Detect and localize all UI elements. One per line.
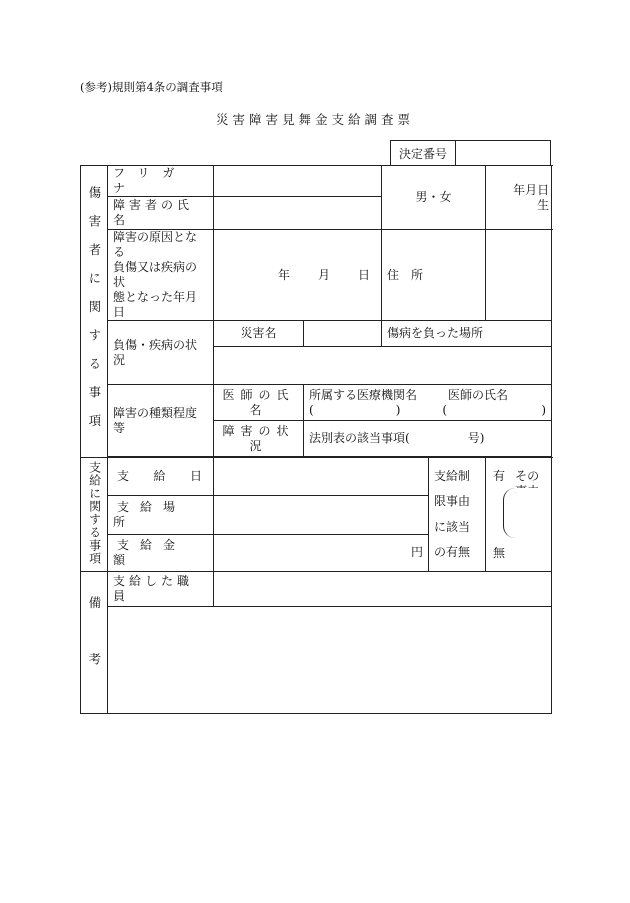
restriction-no-label: 無 bbox=[493, 546, 506, 560]
restriction-label-cell bbox=[429, 458, 486, 572]
disaster-name-field[interactable] bbox=[304, 321, 382, 347]
appendix-table-line bbox=[309, 431, 546, 446]
payment-date-field[interactable] bbox=[214, 458, 429, 496]
payment-date-label-cell bbox=[108, 458, 214, 496]
onset-date-field[interactable] bbox=[214, 230, 382, 321]
payment-amount-field[interactable] bbox=[214, 534, 429, 571]
injury-location-label: 傷病を負った場所 bbox=[387, 326, 484, 340]
restriction-yes-label: 有 bbox=[493, 469, 506, 483]
remarks-section-label-cell bbox=[81, 572, 108, 714]
doctor-name-label-cell bbox=[214, 385, 304, 421]
onset-year-unit: 年 bbox=[277, 267, 290, 282]
payment-place-label: 支給場所 bbox=[113, 499, 187, 529]
staff-label: 支給した職員 bbox=[113, 573, 194, 603]
doctor-paren-close: ) bbox=[541, 402, 547, 417]
restriction-label-line-2: 限事由 bbox=[434, 494, 471, 509]
payment-place-field[interactable] bbox=[214, 496, 429, 534]
payment-section-label: 支給に関する事項 bbox=[87, 460, 102, 565]
gender-cell[interactable] bbox=[382, 166, 486, 230]
payment-section-label-cell bbox=[81, 458, 108, 572]
disability-status-field[interactable] bbox=[304, 421, 552, 457]
injured-section-label-cell bbox=[81, 166, 108, 458]
disaster-name-label: 災害名 bbox=[240, 326, 277, 340]
payment-date-label-char-2: 給 bbox=[153, 469, 166, 484]
furigana-label-cell bbox=[108, 166, 214, 197]
reference-note: (参考)規則第4条の調査事項 bbox=[80, 80, 223, 94]
disability-type-label: 障害の種類程度等 bbox=[113, 405, 198, 435]
institution-paren-open: ( bbox=[309, 402, 314, 417]
institution-label: 所属する医療機関名 bbox=[309, 387, 418, 402]
appendix-table-label: 法別表の該当事項( bbox=[309, 431, 410, 445]
staff-label-cell bbox=[108, 572, 214, 607]
name-label: 障害者の氏名 bbox=[113, 198, 194, 227]
onset-date-units bbox=[219, 268, 376, 283]
injury-condition-label-cell bbox=[108, 321, 214, 385]
restriction-label-line-1: 支給制 bbox=[434, 469, 471, 484]
onset-label-line-3: 態となった年月日 bbox=[113, 290, 198, 319]
name-label-cell bbox=[108, 197, 214, 230]
payment-amount-label: 支給金額 bbox=[113, 537, 187, 567]
address-label-cell bbox=[382, 230, 486, 321]
injury-condition-field[interactable] bbox=[214, 347, 552, 385]
institution-paren-close: ) bbox=[395, 402, 401, 417]
onset-label-line-1: 障害の原因となる bbox=[113, 230, 198, 259]
birthdate-units bbox=[491, 182, 550, 213]
onset-month-unit: 月 bbox=[318, 267, 331, 282]
restriction-label-line-3: に該当 bbox=[434, 519, 471, 534]
decision-number-label: 決定番号 bbox=[391, 141, 456, 165]
onset-day-unit: 日 bbox=[358, 267, 371, 282]
appendix-number-suffix: 号) bbox=[467, 431, 485, 445]
payment-place-label-cell bbox=[108, 496, 214, 534]
payment-amount-label-cell bbox=[108, 534, 214, 571]
yen-unit: 円 bbox=[411, 545, 424, 560]
doctor-info-parentheses bbox=[309, 403, 546, 418]
onset-label-cell bbox=[108, 230, 214, 321]
payment-date-label-char-1: 支 bbox=[117, 469, 130, 484]
restriction-reason-label: その bbox=[515, 469, 540, 483]
restriction-label-line-4: の有無 bbox=[434, 544, 471, 559]
payment-date-label-char-3: 日 bbox=[189, 469, 202, 484]
name-field[interactable] bbox=[214, 197, 382, 230]
doctor-info-field[interactable] bbox=[304, 385, 552, 421]
birth-year-unit: 年 bbox=[513, 182, 526, 197]
disability-status-label-cell bbox=[214, 421, 304, 457]
doctor-name-label-2: 医師の氏名 bbox=[448, 387, 509, 402]
disaster-name-label-cell bbox=[214, 321, 304, 347]
remarks-field[interactable] bbox=[108, 606, 552, 713]
restriction-field[interactable] bbox=[486, 458, 552, 572]
decision-number-box bbox=[390, 140, 551, 165]
furigana-field[interactable] bbox=[214, 166, 382, 197]
injury-location-label-cell bbox=[382, 321, 552, 347]
address-label: 住 所 bbox=[387, 267, 424, 282]
injury-condition-label: 負傷・疾病の状況 bbox=[113, 337, 198, 367]
restriction-inner bbox=[486, 458, 551, 571]
disability-type-label-cell bbox=[108, 385, 214, 457]
survey-form-table bbox=[80, 165, 552, 714]
furigana-label: フリガナ bbox=[113, 166, 188, 195]
payment-date-label bbox=[113, 469, 208, 484]
disability-status-label: 障害の状況 bbox=[222, 423, 295, 453]
doctor-info-headings bbox=[309, 388, 546, 403]
doctor-paren-open: ( bbox=[442, 402, 448, 417]
address-field[interactable] bbox=[486, 230, 552, 321]
injured-section-label: 傷害者に関する事項 bbox=[86, 186, 102, 443]
reason-bracket-gap bbox=[516, 488, 552, 539]
birth-month-unit: 月 bbox=[525, 182, 538, 197]
doctor-name-label: 医師の氏名 bbox=[222, 387, 295, 417]
remarks-section-label: 備考 bbox=[86, 596, 102, 709]
birthdate-field[interactable] bbox=[486, 166, 552, 230]
document-title: 災害障害見舞金支給調査票 bbox=[215, 112, 414, 127]
onset-label-line-2: 負傷又は疾病の状 bbox=[113, 260, 198, 289]
gender-label: 男・女 bbox=[415, 190, 452, 204]
decision-number-field[interactable] bbox=[456, 141, 550, 165]
birth-day-unit: 日生 bbox=[537, 182, 550, 212]
staff-field[interactable] bbox=[214, 572, 552, 607]
